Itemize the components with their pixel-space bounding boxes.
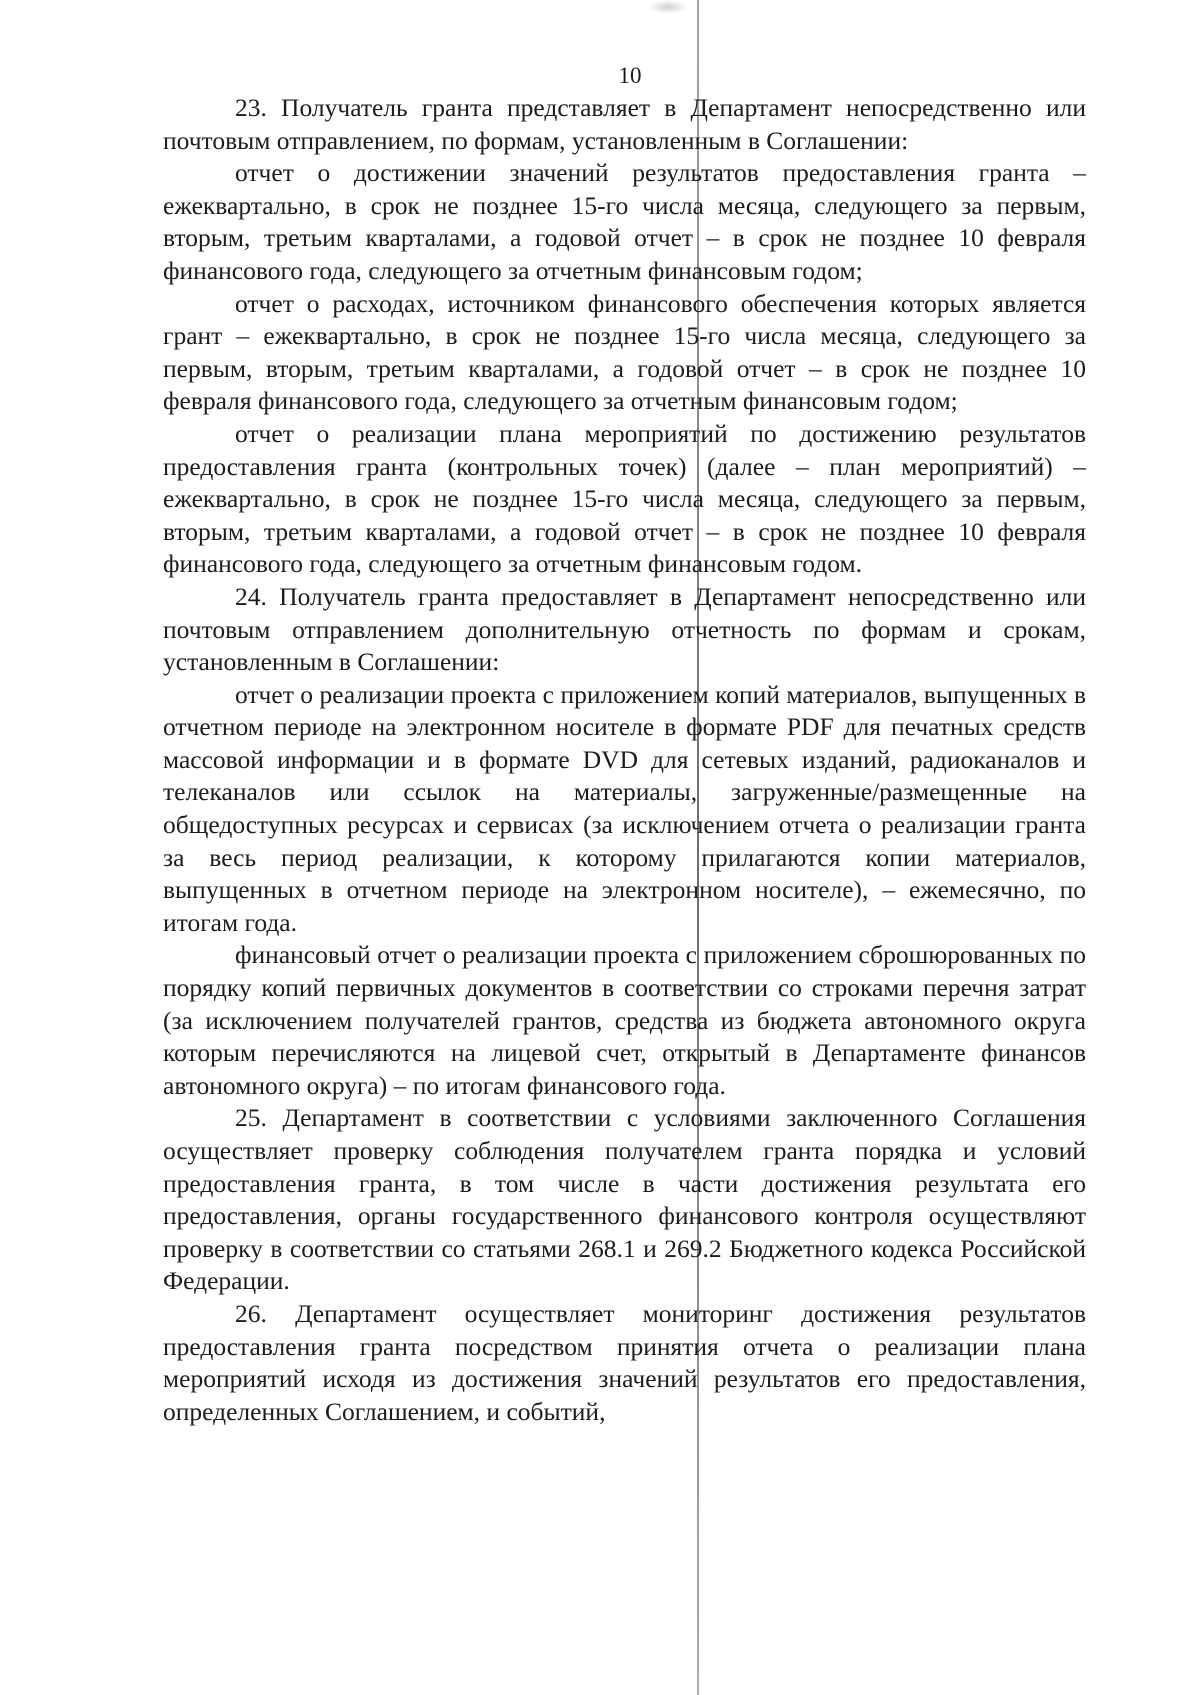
paragraph-24: 24. Получатель гранта предоставляет в Департамент непосредственно или почтовым отправлением дополнительную отчетность по формам и срокам, установленным в Соглашении: xyxy=(163,581,1086,677)
page-number: 10 xyxy=(618,63,642,88)
paragraph-23-report-plan: отчет о реализации плана мероприятий по достижению результатов предоставления гранта (контрольных точек) (далее – план мероприятий) – ежеквартально, в срок не позднее 15-го числа месяца, следующего за первым, вторым, третьим кварталами, а годовой отчет – в срок не позднее 10 февраля финансового года, следующего за отчетным финансовым годом. xyxy=(163,418,1086,579)
paragraph-24-financial-report: финансовый отчет о реализации проекта с приложением сброшюрованных по порядку копий первичных документов в соответствии со строками перечня затрат (за исключением получателей грантов, средства из бюджета автономного округа которым перечисляются на лицевой счет, открытый в Департаменте финансов автономного округа) – по итогам финансового года. xyxy=(163,940,1086,1100)
paragraph-23-report-results: отчет о достижении значений результатов предоставления гранта – ежеквартально, в срок не позднее 15-го числа месяца, следующего за первым, вторым, третьим кварталами, а годовой отчет – в срок не позднее 10 февраля финансового года, следующего за отчетным финансовым годом; xyxy=(163,158,1086,285)
document-body xyxy=(163,92,1086,1428)
paragraph-23: 23. Получатель гранта представляет в Департамент непосредственно или почтовым отправлением, по формам, установленным в Соглашении: xyxy=(163,93,1086,155)
paragraph-26: 26. Департамент осуществляет мониторинг достижения результатов предоставления гранта посредством принятия отчета о реализации плана мероприятий исходя из достижения значений результатов его предоставления, определенных Соглашением, и событий, xyxy=(163,1298,1086,1426)
paragraph-23-report-expenses: отчет о расходах, источником финансового обеспечения которых является грант – ежеквартально, в срок не позднее 15-го числа месяца, следующего за первым, вторым, третьим кварталами, а годовой отчет – в срок не позднее 10 февраля финансового года, следующего за отчетным финансовым годом; xyxy=(163,288,1086,416)
scan-smudge xyxy=(648,0,688,14)
paragraph-24-report-project: отчет о реализации проекта с приложением копий материалов, выпущенных в отчетном периоде на электронном носителе в формате PDF для печатных средств массовой информации и в формате DVD для сетевых изданий, радиоканалов и телеканалов или ссылок на материалы, загруженные/размещенные на общедоступных ресурсах и сервисах (за исключением отчета о реализации гранта за весь период реализации, к которому прилагаются копии материалов, выпущенных в отчетном периоде на электронном носителе), – ежемесячно, по итогам года. xyxy=(163,679,1086,937)
paragraph-25: 25. Департамент в соответствии с условиями заключенного Соглашения осуществляет проверку соблюдения получателем гранта порядка и условий предоставления гранта, в том числе в части достижения результата его предоставления, органы государственного финансового контроля осуществляют проверку в соответствии со статьями 268.1 и 269.2 Бюджетного кодекса Российской Федерации. xyxy=(163,1103,1086,1296)
